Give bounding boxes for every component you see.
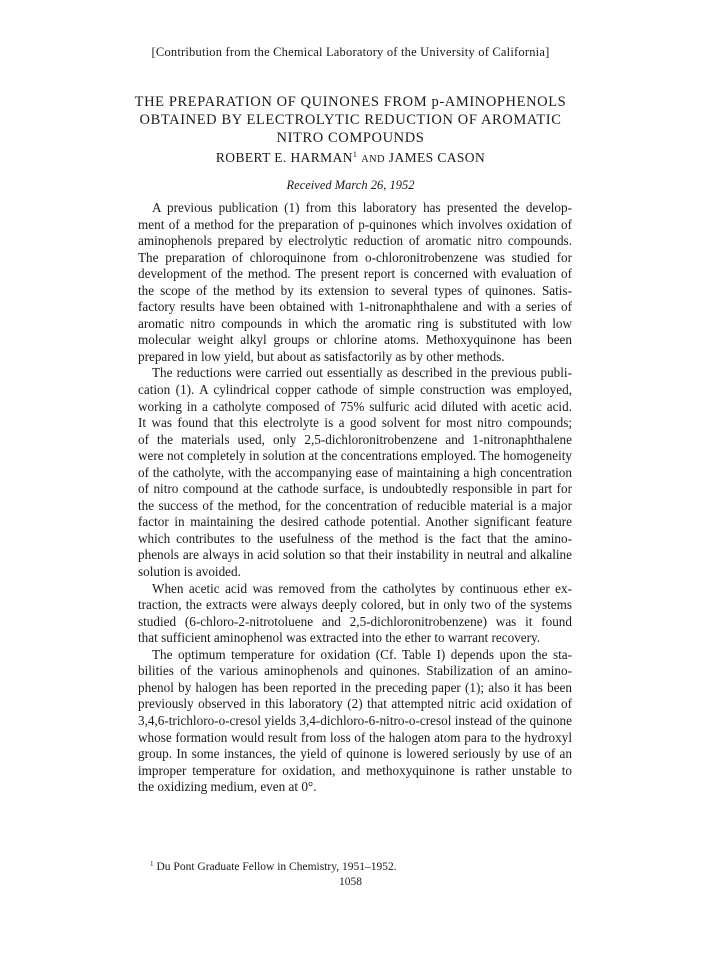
- text-line: studied (6-chloro-2-nitrotoluene and 2,5-dichloronitrobenzene) was it found: [138, 613, 572, 629]
- footnote-text: Du Pont Graduate Fellow in Chemistry, 1951–1952.: [156, 861, 397, 873]
- text-line: The reductions were carried out essentially as described in the previous publi-: [152, 365, 572, 381]
- article-body: [138, 200, 572, 796]
- text-line: phenols are always in acid solution so that their instability in neutral and alkaline: [138, 547, 572, 563]
- text-line: group. In some instances, the yield of quinone is lowered seriously by use of an: [138, 746, 572, 762]
- text-line: which contributes to the usefulness of the method is the fact that the amino-: [138, 530, 572, 546]
- text-line: traction, the extracts were always deeply colored, but in only two of the systems: [138, 597, 572, 613]
- text-line: factory results have been obtained with 1-nitronaphthalene and with a series of: [138, 299, 572, 315]
- text-line: aromatic nitro compounds in which the aromatic ring is substituted with low: [138, 315, 572, 331]
- text-line: It was found that this electrolyte is a good solvent for most nitro compounds;: [138, 415, 572, 431]
- title-line: NITRO COMPOUNDS: [276, 130, 425, 146]
- title-line: THE PREPARATION OF QUINONES FROM p-AMINOPHENOLS: [134, 94, 567, 110]
- text-line: prepared in low yield, but about as satisfactorily as by other methods.: [138, 348, 505, 364]
- text-line: bilities of the various aminophenols and quinones. Stabilization of an amino-: [138, 663, 572, 679]
- text-line: A previous publication (1) from this laboratory has presented the develop-: [152, 200, 572, 215]
- text-line: the success of the method, for the concentration of reducible material is a major: [138, 497, 572, 513]
- text-line: the scope of the method by its extension to several types of quinones. Satis-: [138, 282, 572, 298]
- text-line: working in a catholyte composed of 75% sulfuric acid diluted with acetic acid.: [138, 398, 572, 414]
- text-line: When acetic acid was removed from the catholytes by continuous ether ex-: [152, 580, 572, 596]
- text-line: of nitro compound at the cathode surface, is undoubtedly responsible in part for: [138, 481, 572, 497]
- text-line: 3,4,6-trichloro-o-cresol yields 3,4-dichloro-6-nitro-o-cresol instead of the quinone: [138, 712, 572, 728]
- author-name: ROBERT E. HARMAN: [215, 150, 353, 165]
- text-line: development of the method. The present report is concerned with evaluation of: [138, 266, 572, 282]
- text-line: aminophenols prepared by electrolytic reduction of aromatic nitro compounds.: [138, 233, 572, 249]
- text-line: of the materials used, only 2,5-dichloronitrobenzene and 1-nitronaphthalene: [138, 431, 572, 447]
- paragraph: [138, 581, 572, 647]
- text-line: The preparation of chloroquinone from o-chloronitrobenzene was studied for: [138, 249, 572, 265]
- text-line: improper temperature for oxidation, and methoxyquinone is rather unstable to: [138, 762, 572, 778]
- author-conjunction: AND: [361, 154, 386, 165]
- text-line: whose formation would result from loss of the halogen atom para to the hydroxyl: [138, 729, 572, 745]
- text-line: factor in maintaining the desired cathode potential. Another significant feature: [138, 514, 572, 530]
- paragraph: [138, 365, 572, 580]
- text-line: previously observed in this laboratory (2) that attempted nitric acid oxidation of: [138, 696, 572, 712]
- article-title: [60, 93, 641, 147]
- paragraph: [138, 647, 572, 796]
- text-line: The optimum temperature for oxidation (Cf. Table I) depends upon the sta-: [152, 646, 572, 662]
- text-line: that sufficient aminophenol was extracted into the ether to warrant recovery.: [138, 630, 541, 646]
- text-line: of the catholyte, with the accompanying ease of maintaining a high concentration: [138, 464, 572, 480]
- text-line: ment of a method for the preparation of p-quinones which involves oxidation of: [138, 216, 572, 232]
- text-line: the oxidizing medium, even at 0°.: [138, 779, 317, 795]
- title-line: OBTAINED BY ELECTROLYTIC REDUCTION OF AROMATIC: [139, 112, 562, 128]
- received-date: Received March 26, 1952: [286, 178, 415, 192]
- author-line: [0, 150, 701, 166]
- text-line: cation (1). A cylindrical copper cathode of simple construction was employed,: [138, 382, 572, 398]
- contribution-header: [Contribution from the Chemical Laboratory of the University of California]: [151, 45, 550, 59]
- paragraph: [138, 200, 572, 365]
- footnote: [150, 860, 397, 873]
- footnote-marker: 1: [352, 150, 358, 159]
- text-line: molecular weight alkyl groups or chlorine atoms. Methoxyquinone has been: [138, 332, 572, 348]
- author-name: JAMES CASON: [388, 150, 486, 165]
- footnote-marker: 1: [150, 860, 154, 868]
- page-number: 1058: [339, 876, 362, 888]
- text-line: were not completely in solution at the concentrations employed. The homogeneity: [138, 448, 572, 464]
- text-line: solution is avoided.: [138, 564, 241, 580]
- text-line: phenol by halogen has been reported in the preceding paper (1); also it has been: [138, 679, 572, 695]
